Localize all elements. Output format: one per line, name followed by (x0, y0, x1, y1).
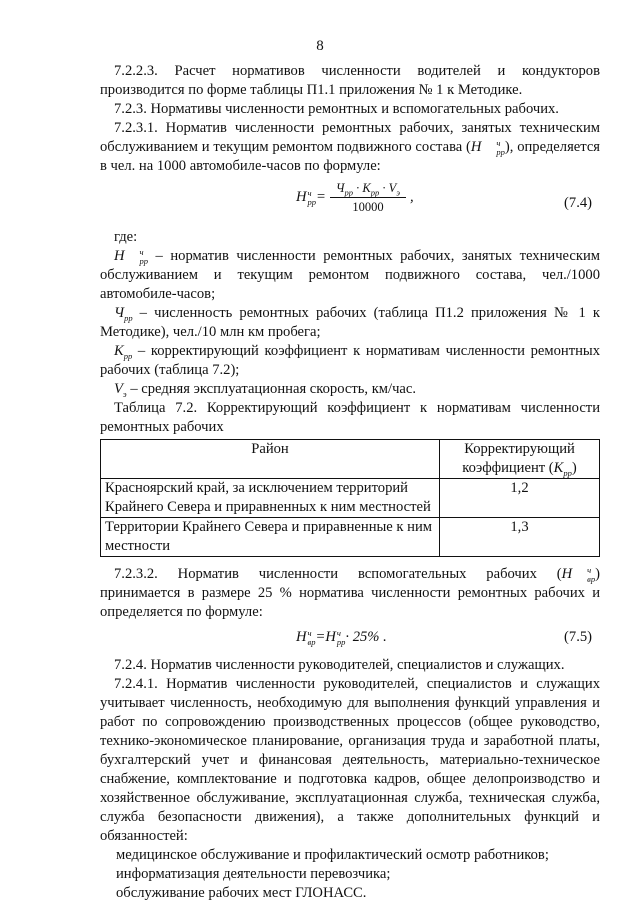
where-label: где: (114, 229, 138, 245)
math-symbol: Н ч вр (561, 564, 596, 584)
formula-7-4-number: (7.4) (564, 195, 592, 211)
fraction: $\frac{Ч_{рр} \cdot К_{рр} \cdot V_э}{10000}$ (330, 180, 406, 215)
paragraph-top-1: 7.2.3. Нормативы численности ремонтных и вспомогательных рабочих. (114, 101, 559, 117)
definitions-list (100, 247, 600, 399)
math-symbol: $К_{рр}$ (553, 460, 572, 478)
paragraphs-top (100, 62, 600, 119)
table-header-coef-line1: Корректирующий (464, 441, 575, 457)
table-cell-value: 1,2 (440, 479, 600, 518)
list-item: обслуживание рабочих мест ГЛОНАСС. (116, 885, 367, 901)
math-symbol: Н ч рр (296, 187, 317, 207)
definition-item: Н ч рр – норматив численности ремонтных рабочих, занятых техническим обслуживанием и текущим ремонтом подвижного состава, чел./1000 автомобиле-часов; (100, 246, 600, 302)
formula-7-5-number: (7.5) (564, 629, 592, 645)
paragraph-7-2-3-1: 7.2.3.1. Норматив численности ремонтных рабочих, занятых техническим обслуживанием и текущим ремонтом подвижного состава (Н ч рр ), определяется в чел. на 1000 автомобиле-часов по формуле: (100, 120, 601, 174)
math-symbol: Н ч рр (470, 137, 505, 157)
list-item: информатизация деятельности перевозчика; (116, 866, 391, 882)
table-header-row (101, 440, 600, 479)
math-symbol: $К_{рр}$ (362, 181, 380, 198)
math-symbol: $К_{рр}$ (114, 343, 133, 361)
table-row (101, 518, 600, 557)
formula-7-5 (100, 622, 600, 652)
definition-item: $К_{рр}$ – корректирующий коэффициент к нормативам численности ремонтных рабочих (таблица 7.2); (100, 343, 600, 378)
table-cell-region: Красноярский край, за исключением территорий Крайнего Севера и приравненных к ним местностей (101, 479, 440, 518)
math-symbol: $Ч_{рр}$ (114, 305, 133, 323)
coefficient-table (100, 439, 600, 557)
paragraph-7-2-3-2: 7.2.3.2. Норматив численности вспомогательных рабочих (Н ч вр ) принимается в размере 25 % норматива численности ремонтных рабочих и определяется по формуле: (100, 564, 600, 620)
formula-7-4-expression: Н ч рр = $\frac{Ч_{рр} \cdot К_{рр} \cdot V_э}{10000}$ , (296, 181, 414, 214)
definition-item: $V_э$ – средняя эксплуатационная скорость, км/час. (114, 381, 417, 399)
paragraph-bottom-0: 7.2.4. Норматив численности руководителей, специалистов и служащих. (114, 657, 565, 673)
list-item: медицинское обслуживание и профилактический осмотр работников; (116, 847, 549, 863)
math-symbol: Н ч вр (296, 627, 316, 647)
duties-list (100, 846, 600, 903)
page-content (100, 62, 600, 903)
table-header-coef-line2 (444, 459, 595, 478)
table-row (101, 479, 600, 518)
table-header-coef-prefix: коэффициент ( (462, 460, 554, 476)
table-cell-region: Территории Крайнего Севера и приравненные к ним местности (101, 518, 440, 557)
table-header-coef-symbol (554, 460, 572, 476)
math-symbol: $V_э$ (388, 181, 400, 198)
table-cell-value: 1,3 (440, 518, 600, 557)
formula-7-5-expression: Н ч вр = Н ч рр · 25% . (296, 627, 387, 647)
paragraph-bottom-1: 7.2.4.1. Норматив численности руководителей, специалистов и служащих учитывает численность, необходимую для выполнения функций управления и работ по сопровождению производственных процессов (общее руководство, технико-экономическое планирование, организация труда и заработной платы, бухгалтерский учет и финансовая деятельность, материально-техническое снабжение, комплектование и подготовка кадров, общее делопроизводство и хозяйственное обслуживание, эксплуатационная служба, техническая служба, служба безопасности движения), а также дополнительных функций и обязанностей: (100, 676, 600, 844)
paragraphs-bottom (100, 656, 600, 846)
page-number: 8 (316, 38, 324, 54)
table-caption: Таблица 7.2. Корректирующий коэффициент к нормативам численности ремонтных рабочих (100, 400, 600, 435)
table-header-coef-suffix: ) (571, 460, 577, 476)
math-symbol: $Ч_{рр}$ (335, 181, 354, 198)
math-symbol: Н ч рр (325, 627, 346, 647)
paragraph-top-0: 7.2.2.3. Расчет нормативов численности водителей и кондукторов производится по форме таблицы П1.1 приложения № 1 к Методике. (100, 63, 600, 98)
table-header-region: Район (101, 440, 440, 479)
math-symbol: Н ч рр (114, 246, 149, 266)
table-header-coefficient (440, 440, 600, 479)
formula-7-4 (100, 176, 600, 228)
definition-item: $Ч_{рр}$ – численность ремонтных рабочих (таблица П1.2 приложения № 1 к Методике), чел./10 млн км пробега; (100, 305, 600, 340)
math-symbol: $V_э$ (114, 381, 127, 399)
